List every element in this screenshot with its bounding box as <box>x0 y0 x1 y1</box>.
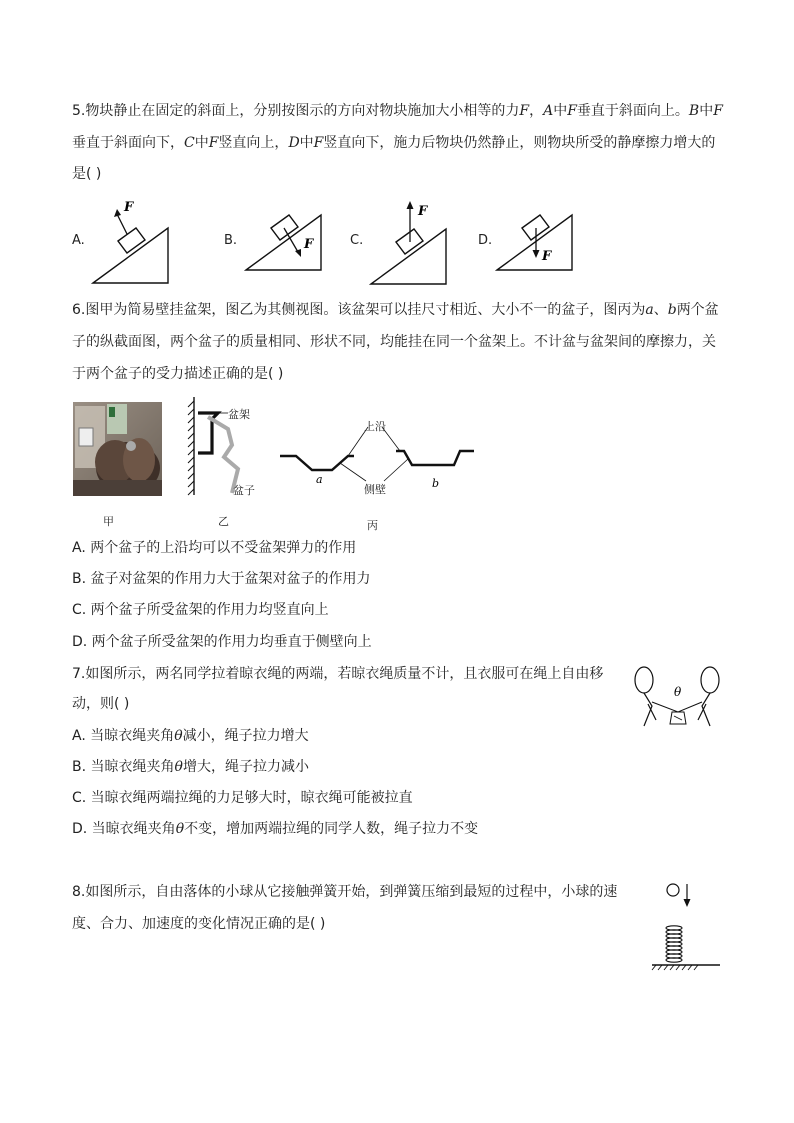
q6-caption-jia: 甲 <box>103 515 114 528</box>
q5-option-c-label: C. <box>350 233 364 248</box>
block <box>118 228 145 253</box>
q5-option-a-label: A. <box>72 233 85 248</box>
arrowhead <box>533 250 540 258</box>
rope <box>652 702 702 712</box>
label-b: b <box>432 477 440 490</box>
theta: θ <box>174 759 183 775</box>
text: 中 <box>194 135 209 151</box>
text: 中 <box>553 103 568 119</box>
var-f: F <box>519 103 530 119</box>
text: 5.物块静止在固定的斜面上，分别按图示的方向对物块施加大小相等的力 <box>72 103 520 119</box>
text: 竖直向上， <box>218 135 289 151</box>
q6-label-rack: 盆架 <box>228 408 250 421</box>
var-a: a <box>645 302 654 318</box>
text: 垂直于斜面向上。 <box>576 103 689 119</box>
text: 两个盆 <box>676 302 719 318</box>
text: ， <box>529 103 544 119</box>
text: 竖直向下，施力后物块仍然静止，则物块所受的静摩擦力增大的 <box>323 135 716 151</box>
q6-option-c: C. 两个盆子所受盆架的作用力均竖直向上 <box>72 602 329 618</box>
q6-stem-line-2: 子的纵截面图，两个盆子的质量相同、形状不同，均能挂在同一个盆架上。不计盆与盆架间的摩擦力，关 <box>72 334 716 350</box>
q6-option-a: A. 两个盆子的上沿均可以不受盆架弹力的作用 <box>72 540 357 556</box>
q8-stem-line-2: 度、合力、加速度的变化情况正确的是( ) <box>72 916 326 932</box>
q6-caption-bing: 丙 <box>367 519 378 532</box>
text: B. 当晾衣绳夹角 <box>72 759 175 775</box>
q5-option-b-label: B. <box>224 233 238 248</box>
q7-stem-line-1: 7.如图所示，两名同学拉着晾衣绳的两端，若晾衣绳质量不计，且衣服可在绳上自由移 <box>72 666 604 682</box>
q5-stem-line-1 <box>72 101 723 121</box>
text: 、 <box>653 302 668 318</box>
var-f: F <box>208 135 219 151</box>
arrowhead <box>407 201 414 209</box>
text: D. 当晾衣绳夹角 <box>72 821 176 837</box>
q6-stem-line-1 <box>72 300 719 320</box>
q8-stem-line-1: 8.如图所示，自由落体的小球从它接触弹簧开始，到弹簧压缩到最短的过程中，小球的速 <box>72 884 618 900</box>
text: 减小，绳子拉力增大 <box>182 728 309 744</box>
var-b: B <box>688 103 700 119</box>
q7-option-d <box>72 819 478 839</box>
label-a: a <box>316 473 323 486</box>
force-label: F <box>542 249 552 264</box>
theta: θ <box>174 728 183 744</box>
person-right-head <box>701 667 719 693</box>
q7-option-b <box>72 757 309 777</box>
text: 中 <box>699 103 714 119</box>
q5-figure-b <box>243 208 325 288</box>
spring <box>666 926 682 962</box>
force-arrow <box>117 214 127 234</box>
q5-stem-line-3: 是( ) <box>72 166 102 182</box>
q6-label-basin: 盆子 <box>233 484 255 497</box>
q5-stem-line-2 <box>72 133 715 153</box>
wall-hatching <box>188 401 194 495</box>
q5-figure-d <box>494 208 576 288</box>
force-label: F <box>418 204 428 219</box>
var-f: F <box>713 103 723 119</box>
theta: θ <box>175 821 185 837</box>
basin-a-section <box>280 456 354 470</box>
text: 垂直于斜面向下， <box>72 135 184 151</box>
q7-option-a <box>72 726 309 746</box>
q6-option-d: D. 两个盆子所受盆架的作用力均垂直于侧壁向上 <box>72 634 372 650</box>
arrowhead <box>114 209 121 217</box>
q6-caption-yi: 乙 <box>218 515 229 528</box>
leader-lines <box>340 427 408 481</box>
text: 中 <box>299 135 314 151</box>
force-label: F <box>304 237 314 252</box>
arrowhead <box>295 249 301 257</box>
var-d: D <box>288 135 300 151</box>
q7-stem-line-2: 动，则( ) <box>72 696 130 712</box>
var-c: C <box>184 135 195 151</box>
q6-option-b: B. 盆子对盆架的作用力大于盆架对盆子的作用力 <box>72 571 371 587</box>
q6-label-sidewall: 侧壁 <box>364 483 386 496</box>
ground-hatching <box>652 965 698 970</box>
q7-option-c: C. 当晾衣绳两端拉绳的力足够大时，晾衣绳可能被拉直 <box>72 790 413 806</box>
ball <box>667 884 679 896</box>
person-left-head <box>635 667 653 693</box>
arrowhead <box>684 899 691 907</box>
text: A. 当晾衣绳夹角 <box>72 728 175 744</box>
text: 增大，绳子拉力减小 <box>182 759 309 775</box>
q7-figure-clothesline <box>630 662 722 732</box>
q6-label-rim: 上沿 <box>364 420 386 433</box>
q5-option-d-label: D. <box>478 233 493 248</box>
var-f: F <box>567 103 577 119</box>
force-label: F <box>124 200 134 215</box>
var-f: F <box>313 135 324 151</box>
q6-stem-line-3: 于两个盆子的受力描述正确的是( ) <box>72 366 284 382</box>
q8-figure-ball-spring <box>650 880 722 972</box>
text: 不变，增加两端拉绳的同学人数，绳子拉力不变 <box>184 821 479 837</box>
block <box>271 215 298 240</box>
q5-figure-a <box>90 195 172 287</box>
var-a: A <box>543 103 554 119</box>
q5-figure-c <box>368 197 450 287</box>
var-b: b <box>667 302 677 318</box>
q6-photo-wall-rack <box>73 402 162 496</box>
text: 6.图甲为简易壁挂盆架，图乙为其侧视图。该盆架可以挂尺寸相近、大小不一的盆子，图丙为 <box>72 302 646 318</box>
basin-b-section <box>396 451 474 465</box>
theta-label: θ <box>674 685 682 699</box>
